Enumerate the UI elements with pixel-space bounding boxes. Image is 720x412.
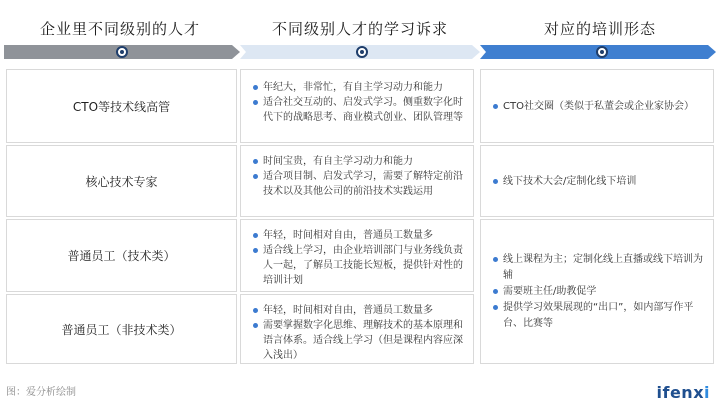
form-cell-staff [480,219,714,364]
needs-cell-nontech-staff [240,294,474,364]
form-item: 线上课程为主；定制化线上直播或线下培训为辅 [491,252,703,284]
form-item: CTO社交圈（类似于私董会或企业家协会） [491,99,694,114]
source-caption: 图：爱分析绘制 [6,387,76,398]
needs-item: 年轻，时间相对自由，普通员工数量多 [251,228,463,243]
needs-item: 时间宝贵，有自主学习动力和能力 [251,154,463,169]
needs-cell-expert [240,145,474,217]
talent-label: 普通员工（技术类） [67,249,176,263]
logo-accent: i [704,383,710,402]
marker-dot-1 [116,46,128,58]
needs-item: 需要掌握数字化思维、理解技术的基本原理和语言体系。适合线上学习（但是课程内容应深入浅出） [251,318,463,363]
needs-cell-cto [240,69,474,143]
form-item: 线下技术大会/定制化线下培训 [491,174,636,189]
talent-label: CTO等技术线高管 [72,99,171,114]
talent-label: 普通员工（非技术类） [61,322,182,337]
talent-cell-nontech-staff [6,294,237,364]
needs-item: 年纪大，非常忙，有自主学习动力和能力 [251,80,463,95]
header-learning-needs: 不同级别人才的学习诉求 [271,20,448,38]
talent-cell-expert [6,145,237,217]
form-cell-cto [480,69,714,143]
ifenxi-logo [657,383,711,402]
needs-item: 年轻，时间相对自由，普通员工数量多 [251,303,463,318]
form-item: 提供学习效果展现的“出口”，如内部写作平台、比赛等 [491,300,703,332]
talent-label: 核心技术专家 [85,174,158,189]
header-talent-levels: 企业里不同级别的人才 [39,20,200,38]
needs-item: 适合线上学习，由企业培训部门与业务线负责人一起，了解员工技能长短板，提供针对性的培训计划 [251,243,463,288]
header-training-forms: 对应的培训形态 [543,20,656,38]
talent-cell-cto [6,69,237,143]
form-item: 需要班主任/助教促学 [491,284,703,300]
form-cell-expert [480,145,714,217]
logo-main: ifenx [656,383,705,402]
needs-item: 适合项目制、启发式学习，需要了解特定前沿技术以及其他公司的前沿技术实践运用 [251,169,463,199]
marker-dot-2 [356,46,368,58]
needs-item: 适合社交互动的、启发式学习。侧重数字化时代下的战略思考、商业模式创业、团队管理等 [251,95,463,125]
needs-cell-tech-staff [240,219,474,292]
marker-dot-3 [596,46,608,58]
talent-cell-tech-staff [6,219,237,292]
